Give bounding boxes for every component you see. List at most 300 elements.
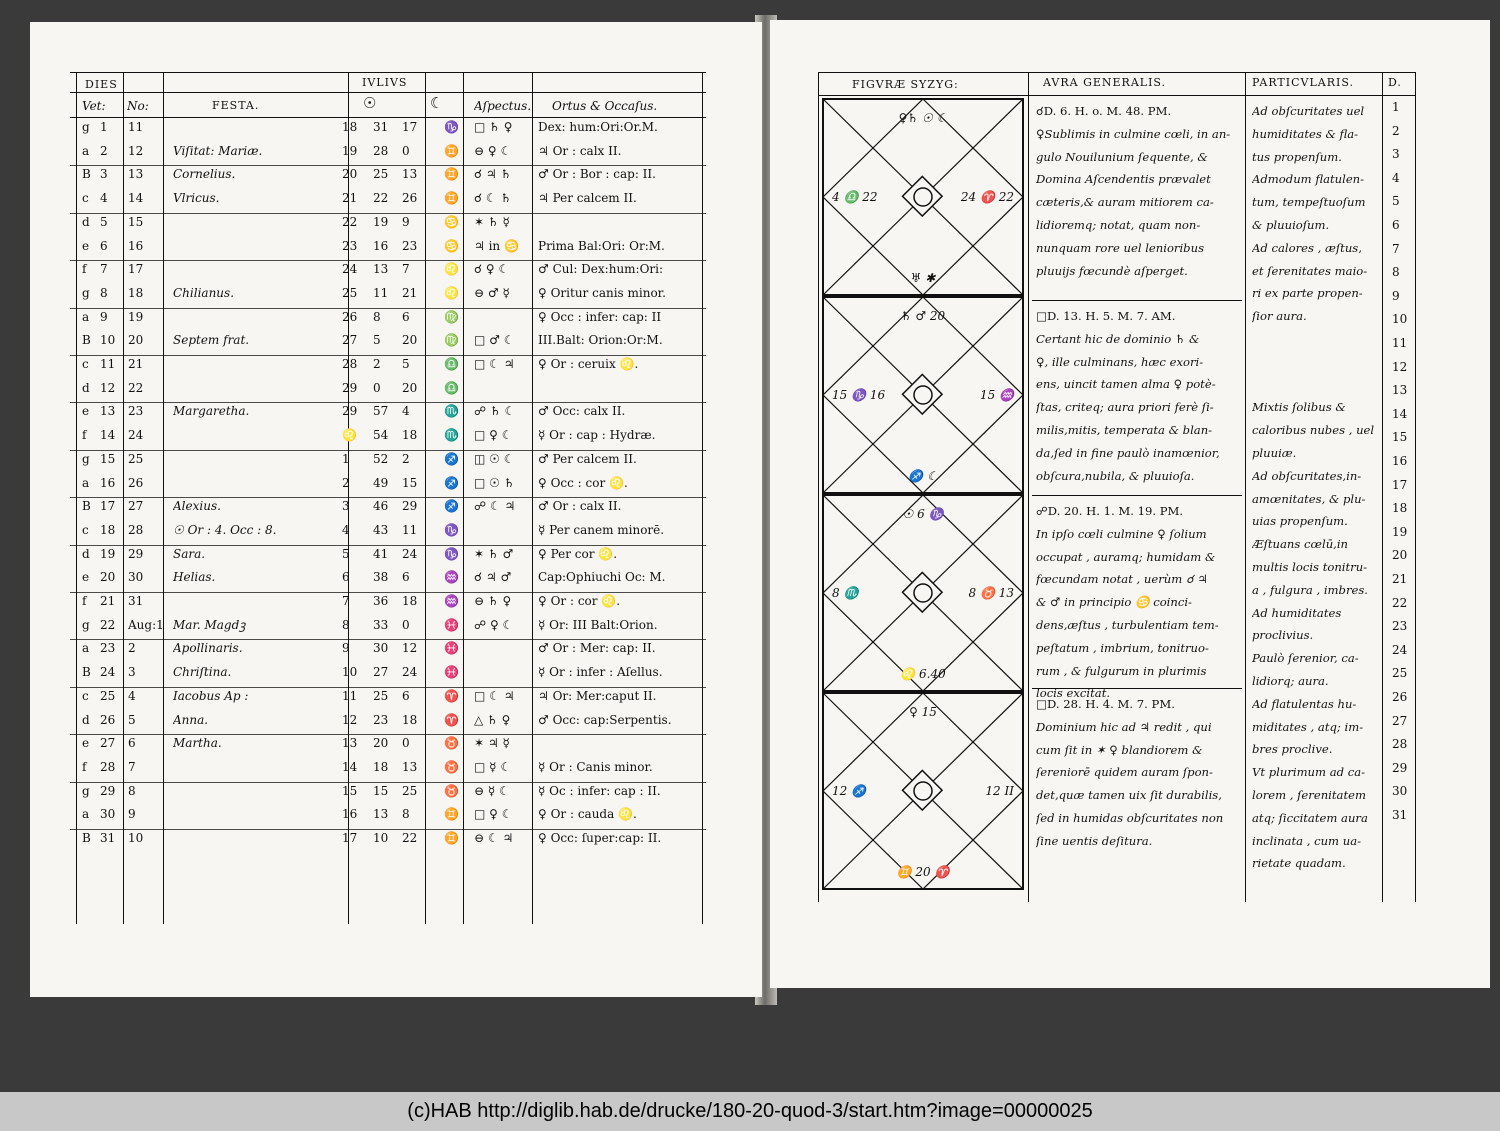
row-31-vd: 31 [100,831,116,845]
row-22-festa: Mar. Magdꝫ [173,617,246,632]
row-22-vd: 22 [100,617,116,632]
row-8-md: 21 [402,285,418,300]
aura-line: dens,æſtus , turbulentiam tem- [1036,617,1219,632]
aura-line: ſtas, criteq; aura priori ferè ſi- [1036,400,1214,415]
row-6-sd: 23 [342,238,358,253]
row-21-vd: 21 [100,594,116,608]
row-27-vet: e [82,736,90,751]
day-number: 16 [1392,454,1408,468]
particularis-line: Paulò ſerenior, ca- [1252,651,1359,666]
row-23-sm: 30 [373,641,389,656]
row-3-festa: Cornelius. [173,167,236,182]
row-rule [70,639,706,640]
row-15-ortus: ♂ Per calcem II. [538,451,637,466]
aura-line: Domina Aſcendentis prævalet [1036,172,1211,187]
row-10-no: 20 [128,333,144,348]
row-8-vd: 8 [100,285,108,300]
row-7-ms: ♌ [444,262,459,277]
particularis-line: lorem , ſerenitatem [1252,787,1366,802]
row-6-asp: ♃ in ♋ [474,238,519,253]
row-1-ortus: Dex: hum:Ori:Or.M. [538,120,658,134]
aura-line: ♀Sublimis in culmine cœli, in an- [1036,126,1231,141]
row-17-no: 27 [128,499,144,514]
particularis-line: Mixtis ſolibus & [1252,400,1346,415]
row-23-vet: a [82,641,90,656]
row-2-ms: ♊ [444,143,459,158]
row-2-ortus: ♃ Or : calx II. [538,143,622,158]
day-number: 9 [1392,288,1400,303]
row-23-vd: 23 [100,641,116,656]
d-header: D. [1388,76,1402,89]
section-rule [1032,495,1242,496]
figurae-header: FIGVRÆ SYZYG: [852,78,959,91]
row-28-sm: 18 [373,759,389,774]
row-3-sd: 20 [342,167,358,182]
row-rule [70,165,706,166]
row-5-no: 15 [128,214,144,229]
row-4-no: 14 [128,191,144,206]
row-2-md: 0 [402,143,410,158]
row-20-ms: ♒ [444,570,459,585]
row-19-ms: ♑ [444,546,459,561]
row-12-ms: ♎ [444,380,459,395]
row-22-ms: ♓ [444,617,459,632]
aura-line: occupat , auramq; humidam & [1036,549,1216,564]
row-29-no: 8 [128,783,136,798]
row-13-md: 4 [402,404,410,419]
day-number: 24 [1392,642,1408,657]
row-27-festa: Martha. [173,736,222,751]
row-3-md: 13 [402,167,418,182]
figure-4-bottom-label: ♊ 20 ♈ [896,865,950,879]
day-number: 14 [1392,406,1408,421]
row-10-vet: B [82,333,91,348]
particularis-line: Ad obſcuritates,in- [1252,468,1362,483]
row-7-vet: f [82,262,87,277]
row-25-vd: 25 [100,688,116,703]
day-number: 31 [1392,808,1408,822]
row-4-md: 26 [402,191,418,206]
column-rule [818,72,819,902]
row-5-vd: 5 [100,214,108,229]
row-rule [70,829,706,830]
day-number: 27 [1392,713,1408,728]
row-22-no: Aug:1 [128,617,164,632]
row-31-sd: 17 [342,831,358,845]
row-14-sm: 54 [373,428,389,443]
row-26-sm: 23 [373,712,389,727]
row-19-md: 24 [402,546,418,561]
header-rule [818,95,1415,96]
day-number: 29 [1392,760,1408,775]
row-2-sm: 28 [373,143,389,158]
particularis-line: Ad obſcuritates uel [1252,104,1365,118]
row-11-ortus: ♀ Or : ceruix ♌. [538,357,639,371]
aura-line: ſine uentis deſitura. [1036,833,1153,848]
row-9-vet: a [82,309,90,324]
aura-generalis-block-2 [1036,305,1242,487]
row-9-md: 6 [402,309,410,324]
row-30-asp: □ ♀ ☾ [474,807,513,822]
day-number: 22 [1392,595,1408,610]
row-4-vd: 4 [100,191,108,206]
figure-4-left-label: 12 ♐ [832,784,867,798]
figure-3-left-label: 8 ♏ [832,586,859,600]
row-27-no: 6 [128,736,136,751]
row-12-sm: 0 [373,380,381,395]
figure-3-bottom-label: ♌ 6.40 [900,667,946,681]
row-28-asp: □ ☿ ☾ [474,759,512,774]
row-22-asp: ☍ ♀ ☾ [474,617,514,632]
particularis-line: a , fulgura , imbres. [1252,582,1368,597]
row-13-festa: Margaretha. [173,404,250,419]
row-24-sd: 10 [342,665,358,680]
row-8-ms: ♌ [444,285,459,300]
row-19-festa: Sara. [173,546,206,561]
row-24-sm: 27 [373,665,389,680]
row-27-vd: 27 [100,736,116,751]
row-12-sd: 29 [342,380,358,395]
particularis-line [1252,351,1377,374]
day-number: 5 [1392,194,1400,209]
day-number: 13 [1392,383,1408,398]
particularis-line: Ad humiditates [1252,605,1342,620]
aura-line: ens, uincit tamen alma ♀ potè- [1036,377,1216,392]
syzygy-figure-3 [823,495,1023,691]
row-13-ms: ♏ [444,404,459,419]
row-17-vet: B [82,499,91,514]
day-number: 19 [1392,524,1408,539]
row-31-vet: B [82,831,91,845]
row-31-ms: ♊ [444,831,459,845]
syzygy-figures [822,98,1027,890]
row-16-no: 26 [128,475,144,490]
row-8-festa: Chilianus. [173,285,235,300]
row-24-ortus: ☿ Or : infer : Aſellus. [538,665,663,680]
row-27-asp: ✶ ♃ ☿ [474,736,510,751]
row-20-no: 30 [128,570,144,585]
row-12-no: 22 [128,380,144,395]
row-30-sm: 13 [373,807,389,822]
row-9-no: 19 [128,309,144,324]
row-15-sd: 1 [342,451,350,466]
aura-line: cæteris,& auram mitiorem ca- [1036,195,1214,210]
row-17-asp: ☍ ☾ ♃ [474,499,516,514]
figure-1-bottom-label: ♅ ✱ [910,271,936,285]
row-11-ms: ♎ [444,357,459,371]
row-31-no: 10 [128,831,144,845]
aura-line: fœcundam notat , uerùm ☌ ♃ [1036,572,1208,587]
row-23-ms: ♓ [444,641,459,656]
day-number: 18 [1392,501,1408,516]
row-13-asp: ☍ ♄ ☾ [474,404,516,419]
row-29-vet: g [82,783,90,798]
ortus-header: Ortus & Occaſus. [552,99,658,113]
figure-3-right-label: 8 ♉ 13 [968,586,1014,600]
row-1-md: 17 [402,120,418,134]
aura-generalis-block-4 [1036,693,1242,853]
row-24-vd: 24 [100,665,116,680]
row-20-vet: e [82,570,90,585]
row-24-vet: B [82,665,91,680]
row-30-ms: ♊ [444,807,459,822]
row-21-asp: ⊖ ♄ ♀ [474,594,512,608]
copyright-footer [0,1092,1500,1131]
row-25-ms: ♈ [444,688,459,703]
row-8-asp: ⊖ ♂ ☿ [474,285,510,300]
row-1-sm: 31 [373,120,389,134]
row-10-sd: 27 [342,333,358,348]
day-number: 4 [1392,170,1400,185]
day-number: 11 [1392,336,1408,350]
row-3-vet: B [82,167,91,182]
row-24-festa: Chriſtina. [173,665,232,680]
syzygy-figure-4 [823,693,1023,889]
column-rule [1382,72,1383,902]
row-29-ortus: ☿ Oc : infer: cap : II. [538,783,661,798]
row-4-ms: ♊ [444,191,459,206]
row-30-ortus: ♀ Or : cauda ♌. [538,807,637,822]
row-25-no: 4 [128,688,136,703]
row-20-asp: ☌ ♃ ♂ [474,570,512,585]
row-24-ms: ♓ [444,665,459,680]
row-20-sd: 6 [342,570,350,585]
row-rule [70,687,706,688]
row-3-vd: 3 [100,167,108,182]
row-8-sm: 11 [373,285,389,300]
no-header: No: [127,99,149,113]
row-4-festa: Vlricus. [173,191,220,206]
row-23-no: 2 [128,641,136,656]
particularis-line: rietate quadam. [1252,856,1346,871]
row-18-sm: 43 [373,522,389,537]
row-24-md: 24 [402,665,418,680]
row-16-vet: a [82,475,90,490]
row-23-ortus: ♂ Or : Mer: cap: II. [538,641,656,656]
row-27-sm: 20 [373,736,389,751]
row-2-festa: Viſitat: Mariæ. [173,143,263,158]
row-19-sd: 5 [342,546,350,561]
row-20-vd: 20 [100,570,116,585]
aura-line: Certant hic de dominio ♄ & [1036,331,1200,346]
row-20-md: 6 [402,570,410,585]
row-11-md: 5 [402,357,410,371]
row-22-sd: 8 [342,617,350,632]
figure-1-top-label: ♀♄ ☉ ☾ [898,111,948,125]
row-13-ortus: ♂ Occ: calx II. [538,404,626,419]
aspectus-header: Aſpectus. [474,99,532,113]
row-18-sd: 4 [342,522,350,537]
row-15-sm: 52 [373,451,389,466]
row-1-sd: 18 [342,120,358,134]
aura-line: ♀, ille culminans, hæc exori- [1036,354,1204,369]
row-13-vet: e [82,404,90,419]
day-number: 6 [1392,218,1400,232]
row-17-ms: ♐ [444,499,459,514]
aura-line: gulo Nouilunium ſequente, & [1036,149,1208,164]
vet-header: Vet: [82,99,106,113]
row-17-vd: 17 [100,499,116,514]
aura-line: peſtatum , imbrium, tonitruo- [1036,640,1209,655]
row-29-sd: 15 [342,783,358,798]
row-19-ortus: ♀ Per cor ♌. [538,546,618,561]
aura-line: nunquam rore uel lenioribus [1036,240,1205,255]
row-7-asp: ☌ ♀ ☾ [474,262,510,277]
row-25-ortus: ♃ Or: Mer:caput II. [538,688,657,703]
festa-header: FESTA. [212,99,260,112]
row-16-sm: 49 [373,475,389,490]
day-number: 28 [1392,737,1408,752]
particularis-line: Vt plurimum ad ca- [1252,765,1366,780]
row-28-vet: f [82,759,87,774]
row-31-asp: ⊖ ☾ ♃ [474,831,514,845]
row-rule [70,213,706,214]
row-26-no: 5 [128,712,136,727]
row-22-vet: g [82,617,90,632]
row-16-md: 15 [402,475,418,490]
row-21-md: 18 [402,594,418,608]
row-4-sd: 21 [342,191,358,206]
particularis-line: pluuiæ. [1252,445,1297,460]
row-2-asp: ⊖ ♀ ☾ [474,143,512,158]
right-page-syzygies [770,20,1490,988]
row-11-sm: 2 [373,357,381,371]
aura-line: Dominium hic ad ♃ redit , qui [1036,719,1212,734]
row-25-sm: 25 [373,688,389,703]
row-20-festa: Helias. [173,570,216,585]
row-6-sm: 16 [373,238,389,253]
row-10-asp: □ ♂ ☾ [474,333,515,348]
row-22-ortus: ☿ Or: III Balt:Orion. [538,617,658,632]
row-20-sm: 38 [373,570,389,585]
column-rule [1028,72,1029,902]
row-14-sd: ♌ [342,428,357,443]
header-rule [70,72,706,73]
row-8-sd: 25 [342,285,358,300]
row-6-ortus: Prima Bal:Ori: Or:M. [538,238,665,253]
row-14-asp: □ ♀ ☾ [474,428,513,443]
row-15-ms: ♐ [444,451,459,466]
row-8-ortus: ♀ Oritur canis minor. [538,285,666,300]
particularis-line: uias propenſum. [1252,514,1348,529]
row-28-ms: ♉ [444,759,459,774]
row-29-md: 25 [402,783,418,798]
column-rule [1245,72,1246,902]
particularis-line: tum, tempeſtuoſum [1252,195,1366,210]
header-rule [818,72,1415,73]
row-22-md: 0 [402,617,410,632]
row-25-md: 6 [402,688,410,703]
day-number: 17 [1392,477,1408,492]
row-5-sd: 22 [342,214,358,229]
row-27-md: 0 [402,736,410,751]
row-26-asp: △ ♄ ♀ [474,712,511,727]
row-14-ortus: ☿ Or : cap : Hydræ. [538,428,656,443]
row-17-sm: 46 [373,499,389,514]
row-31-ortus: ♀ Occ: ſuper:cap: II. [538,831,662,845]
row-12-vd: 12 [100,380,116,395]
row-5-ms: ♋ [444,214,459,229]
row-29-asp: ⊖ ☿ ☾ [474,783,510,798]
particularis-header: PARTICVLARIS. [1252,76,1354,89]
row-15-vet: g [82,451,90,466]
particularis-line: bres proclive. [1252,742,1333,757]
row-25-festa: Iacobus Ap : [173,688,249,703]
row-21-ms: ♒ [444,594,459,608]
row-23-sd: 9 [342,641,350,656]
day-number: 20 [1392,548,1408,563]
row-14-ms: ♏ [444,428,459,443]
particularis-line: ri ex parte propen- [1252,286,1363,301]
row-rule [70,260,706,261]
figure-2-right-label: 15 ♒ [979,388,1014,402]
row-1-asp: □ ♄ ♀ [474,120,513,134]
row-27-ms: ♉ [444,736,459,751]
row-17-ortus: ♂ Or : calx II. [538,499,622,514]
row-30-no: 9 [128,807,136,822]
row-11-no: 21 [128,357,144,371]
row-8-no: 18 [128,285,144,300]
row-3-ms: ♊ [444,167,459,182]
row-13-sd: 29 [342,404,358,419]
row-1-no: 11 [128,120,144,134]
row-18-md: 11 [402,522,418,537]
row-30-sd: 16 [342,807,358,822]
figure-4-right-label: 12 II [985,784,1014,798]
aura-line: ſereniorē quidem auram ſpon- [1036,765,1213,780]
row-11-vd: 11 [100,357,116,371]
row-10-ortus: III.Balt: Orion:Or:M. [538,333,663,348]
syzygy-heading: □D. 28. H. 4. M. 7. PM. [1036,697,1175,711]
aura-line: lidioremq; notat, quam non- [1036,217,1201,232]
row-6-md: 23 [402,238,418,253]
row-28-vd: 28 [100,759,116,774]
row-26-ortus: ♂ Occ: cap:Serpentis. [538,712,672,727]
row-10-vd: 10 [100,333,116,348]
row-14-vd: 14 [100,428,116,443]
day-number: 3 [1392,147,1400,162]
row-29-sm: 15 [373,783,389,798]
row-3-no: 13 [128,167,144,182]
row-28-ortus: ☿ Or : Canis minor. [538,759,653,774]
row-6-vd: 6 [100,238,108,253]
particularis-line: proclivius. [1252,628,1314,643]
row-18-ms: ♑ [444,522,459,537]
row-7-sm: 13 [373,262,389,277]
row-16-vd: 16 [100,475,116,490]
row-21-sm: 36 [373,594,389,608]
particularis-line: amœnitates, & plu- [1252,491,1366,506]
row-31-sm: 10 [373,831,389,845]
row-16-asp: □ ☉ ♄ [474,475,515,490]
row-17-md: 29 [402,499,418,514]
particularis-line: inclinata , cum ua- [1252,833,1362,848]
figure-4-top-label: ♀ 15 [909,705,937,719]
day-number: 7 [1392,241,1400,256]
day-number: 26 [1392,690,1408,704]
row-1-vd: 1 [100,120,108,134]
particularis-line: lidiorq; aura. [1252,673,1329,688]
aura-line: In ipſo cœli culmine ♀ ſolium [1036,526,1207,541]
row-2-vet: a [82,143,90,158]
aura-line: & ♂ in principio ♋ coinci- [1036,595,1192,610]
row-rule [70,308,706,309]
aura-line: da,ſed in fine paulò inamœnior, [1036,445,1220,460]
row-21-vet: f [82,594,87,608]
day-number: 8 [1392,265,1400,280]
row-30-md: 8 [402,807,410,822]
row-11-asp: □ ☾ ♃ [474,357,515,371]
